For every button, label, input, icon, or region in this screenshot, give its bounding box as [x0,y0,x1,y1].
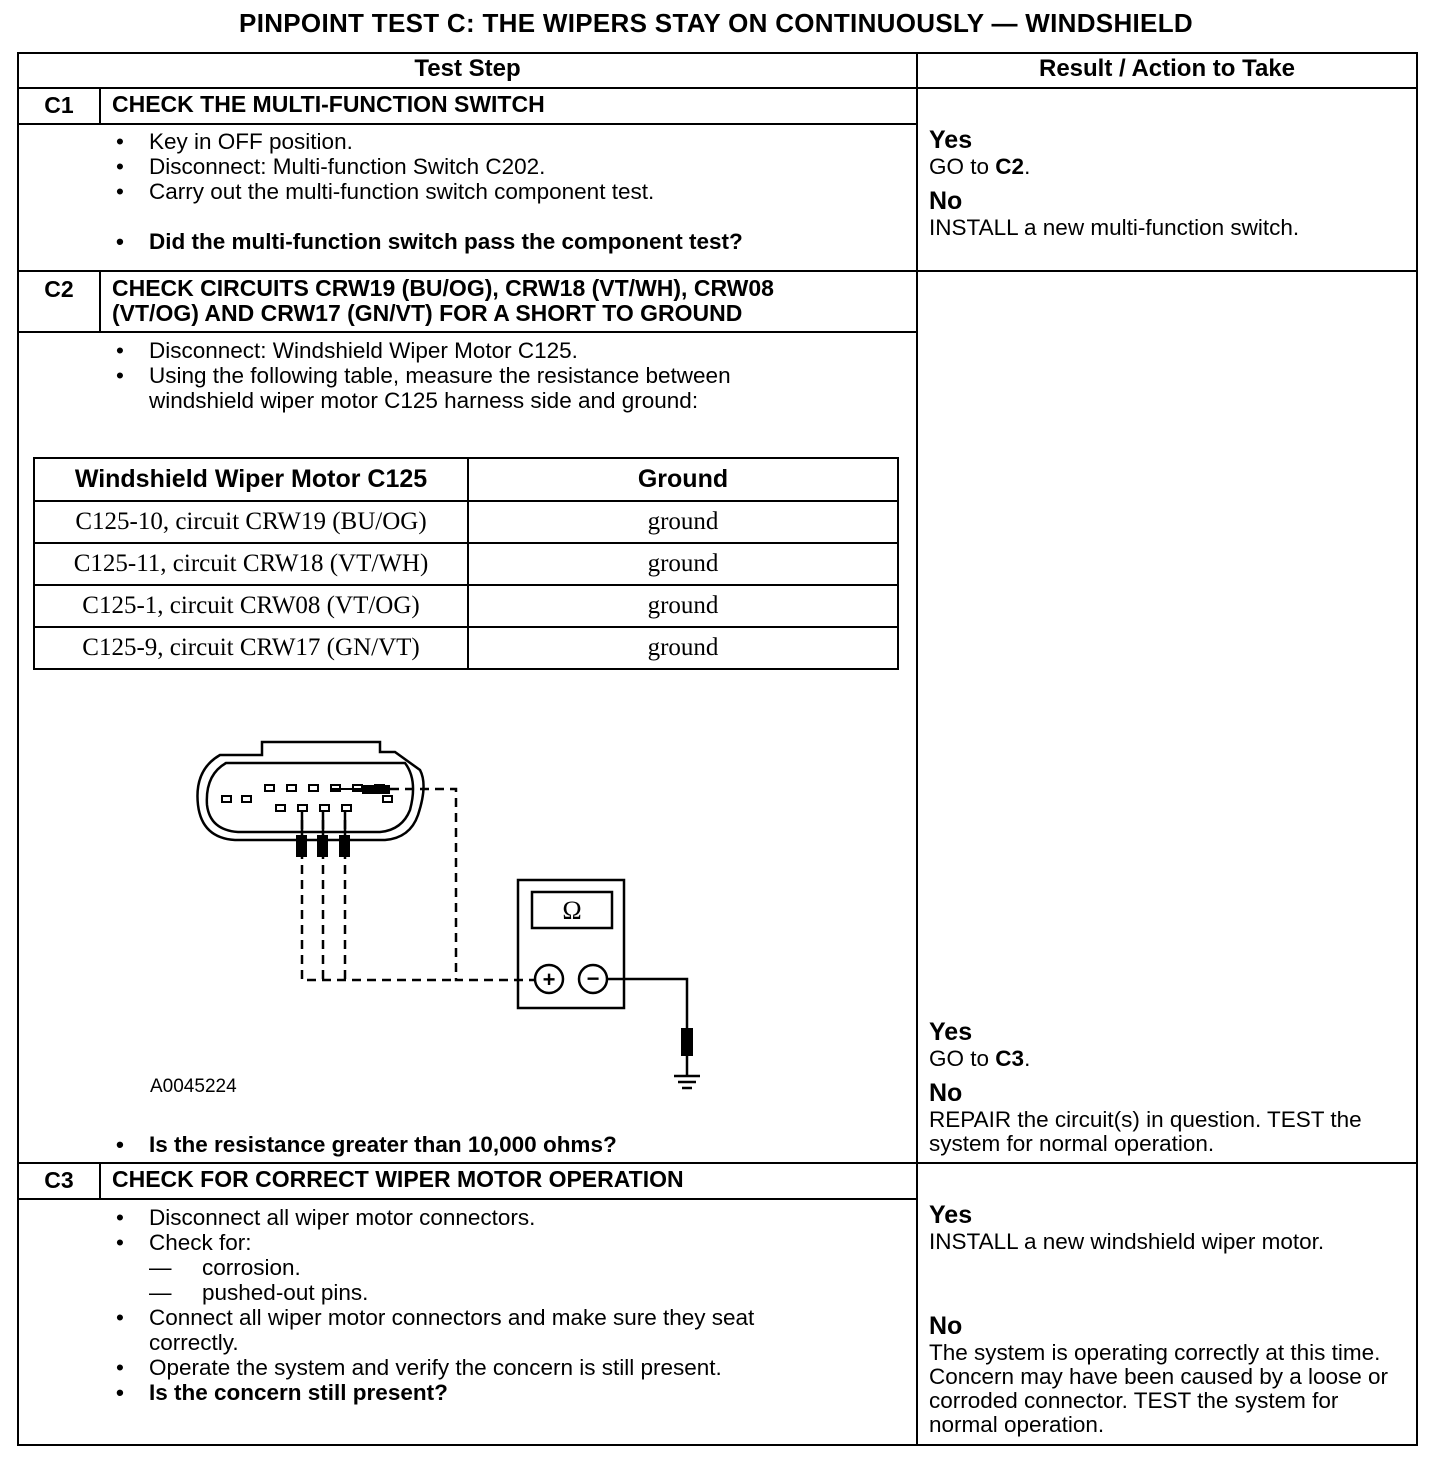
table-cell: C125-11, circuit CRW18 (VT/WH) [34,543,468,585]
no-label: No [929,1079,963,1107]
yes-text: INSTALL a new windshield wiper motor. [929,1229,1325,1254]
punctuation: . [1024,1046,1031,1071]
instruction: • Using the following table, measure the resistance between windshield wiper motor C125 harness side and ground: [112,363,829,413]
step-title-line: CHECK CIRCUITS CRW19 (BU/OG), CRW18 (VT/WH), CRW08 [112,275,774,301]
step-id: C1 [44,92,74,118]
step-id: C2 [44,276,74,302]
instruction: • Check for: [112,1230,872,1255]
back-probes [296,810,350,857]
table-header-row [34,458,898,501]
table-row [34,585,898,627]
ohm-symbol: Ω [562,896,582,925]
sub-instruction: — corrosion. [112,1255,872,1280]
table-row [34,543,898,585]
sub-instruction: — pushed-out pins. [112,1280,872,1305]
figure-label: A0045224 [150,1076,237,1097]
instruction: • Disconnect: Windshield Wiper Motor C125. [112,338,902,363]
step-title: CHECK FOR CORRECT WIPER MOTOR OPERATION [112,1166,684,1192]
step-link[interactable]: C3 [995,1046,1025,1071]
table-cell: ground [468,501,898,543]
instruction: • Carry out the multi-function switch component test. [112,179,902,204]
column-header: Ground [468,458,898,501]
connector-test-diagram [180,730,720,1100]
step-question [112,1132,902,1157]
yes-label: Yes [929,1018,973,1046]
instruction: • Disconnect all wiper motor connectors. [112,1205,872,1230]
pin-table [33,457,899,670]
step-title-line: (VT/OG) AND CRW17 (GN/VT) FOR A SHORT TO GROUND [112,300,743,326]
result-c3-yes [929,1201,1409,1254]
instruction: • Operate the system and verify the concern is still present. [112,1355,872,1380]
table-cell: ground [468,585,898,627]
yes-label: Yes [929,1201,973,1229]
ground-probe [681,1028,693,1056]
result-c2 [929,1018,1409,1156]
table-cell: C125-9, circuit CRW17 (GN/VT) [34,627,468,669]
step-link[interactable]: C2 [995,154,1025,179]
yes-label: Yes [929,126,973,154]
question: • Is the concern still present? [112,1380,872,1405]
table-cell: ground [468,627,898,669]
question: • Did the multi-function switch pass the component test? [112,229,902,254]
table-row [34,501,898,543]
result-c3-no [929,1312,1409,1437]
ohmmeter [518,880,624,1008]
probe-tip [362,785,390,794]
instruction: • Key in OFF position. [112,129,902,154]
table-cell: C125-10, circuit CRW19 (BU/OG) [34,501,468,543]
step-title: CHECK THE MULTI-FUNCTION SWITCH [112,91,545,117]
plus-terminal: + [542,967,556,992]
step-instructions [112,1205,872,1405]
no-text: The system is operating correctly at this time. Concern may have been caused by a loose or corroded connector. TEST the system for normal operation. [929,1340,1389,1437]
ground-symbol [674,1056,700,1088]
result-c1 [929,126,1409,240]
instruction: • Disconnect: Multi-function Switch C202. [112,154,902,179]
step-instructions [112,129,902,254]
no-label: No [929,1312,963,1340]
no-text: REPAIR the circuit(s) in question. TEST the system for normal operation. [929,1107,1362,1156]
step-title [112,276,774,326]
no-text: INSTALL a new multi-function switch. [929,215,1300,240]
ground-lead [607,979,687,1030]
minus-terminal: − [586,966,600,991]
question: • Is the resistance greater than 10,000 ohms? [112,1132,902,1157]
step-id: C3 [44,1167,74,1193]
table-cell: C125-1, circuit CRW08 (VT/OG) [34,585,468,627]
yes-text: GO to [929,154,990,179]
step-instructions [112,338,902,413]
punctuation: . [1024,154,1031,179]
table-row [34,627,898,669]
header-result: Result / Action to Take [1038,55,1296,82]
table-cell: ground [468,543,898,585]
yes-text: GO to [929,1046,990,1071]
instruction: • Connect all wiper motor connectors and make sure they seat correctly. [112,1305,839,1355]
no-label: No [929,187,963,215]
page-title: PINPOINT TEST C: THE WIPERS STAY ON CONTINUOUSLY — WINDSHIELD [239,8,1193,38]
column-header: Windshield Wiper Motor C125 [34,458,468,501]
test-leads [302,789,535,980]
header-test-step: Test Step [414,55,521,82]
